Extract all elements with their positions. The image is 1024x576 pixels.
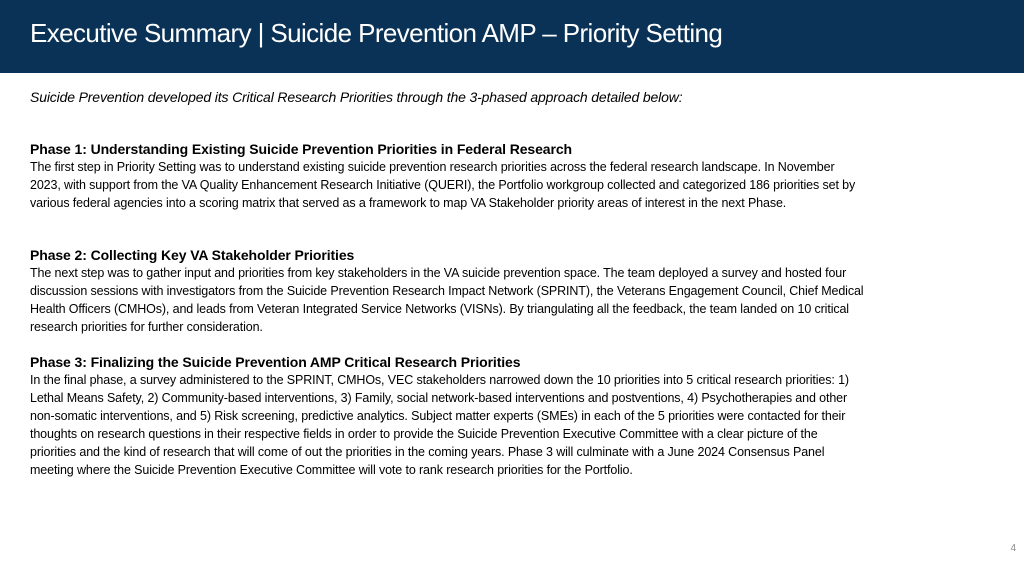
page-number: 4 [1010, 543, 1016, 554]
phase-2-body: The next step was to gather input and priorities from key stakeholders in the VA suicide prevention space. The team deployed a survey and hosted four discussion sessions with investigators from the Suicide Prevention Research Impact Network (SPRINT), the Veterans Engagement Council, Chief Medical Health Officers (CMHOs), and leads from Veteran Integrated Service Networks (VISNs). By triangulating all the feedback, the team landed on 10 critical research priorities for further consideration. [30, 266, 864, 334]
phase-3-body: In the final phase, a survey administered to the SPRINT, CMHOs, VEC stakeholders narrowed down the 10 priorities into 5 critical research priorities: 1) Lethal Means Safety, 2) Community-based interventions, 3) Family, social network-based interventions and postventions, 4) Psychotherapies and other non-somatic interventions, and 5) Risk screening, predictive analytics. Subject matter experts (SMEs) in each of the 5 priorities were contacted for their thoughts on research questions in their respective fields in order to provide the Suicide Prevention Executive Committee with a clear picture of the priorities and the kind of research that will come of out the priorities in the coming years. Phase 3 will culminate with a June 2024 Consensus Panel meeting where the Suicide Prevention Executive Committee will vote to rank research priorities for the Portfolio. [30, 373, 849, 477]
phase-2-heading: Phase 2: Collecting Key VA Stakeholder Priorities [30, 247, 355, 263]
phase-1-body: The first step in Priority Setting was to understand existing suicide prevention research priorities across the federal research landscape. In November 2023, with support from the VA Quality Enhancement Research Initiative (QUERI), the Portfolio workgroup collected and categorized 186 priorities set by various federal agencies into a scoring matrix that served as a framework to map VA Stakeholder priority areas of interest in the next Phase. [30, 160, 856, 210]
phase-1-heading: Phase 1: Understanding Existing Suicide Prevention Priorities in Federal Research [30, 141, 572, 157]
intro-text: Suicide Prevention developed its Critical Research Priorities through the 3-phased approach detailed below: [30, 89, 683, 105]
header-bar [0, 0, 1024, 73]
phase-2-section [30, 246, 980, 336]
phase-3-section [30, 353, 980, 479]
phase-3-heading: Phase 3: Finalizing the Suicide Prevention AMP Critical Research Priorities [30, 354, 521, 370]
phase-1-section [30, 140, 980, 212]
slide-title: Executive Summary | Suicide Prevention AMP – Priority Setting [30, 18, 723, 48]
